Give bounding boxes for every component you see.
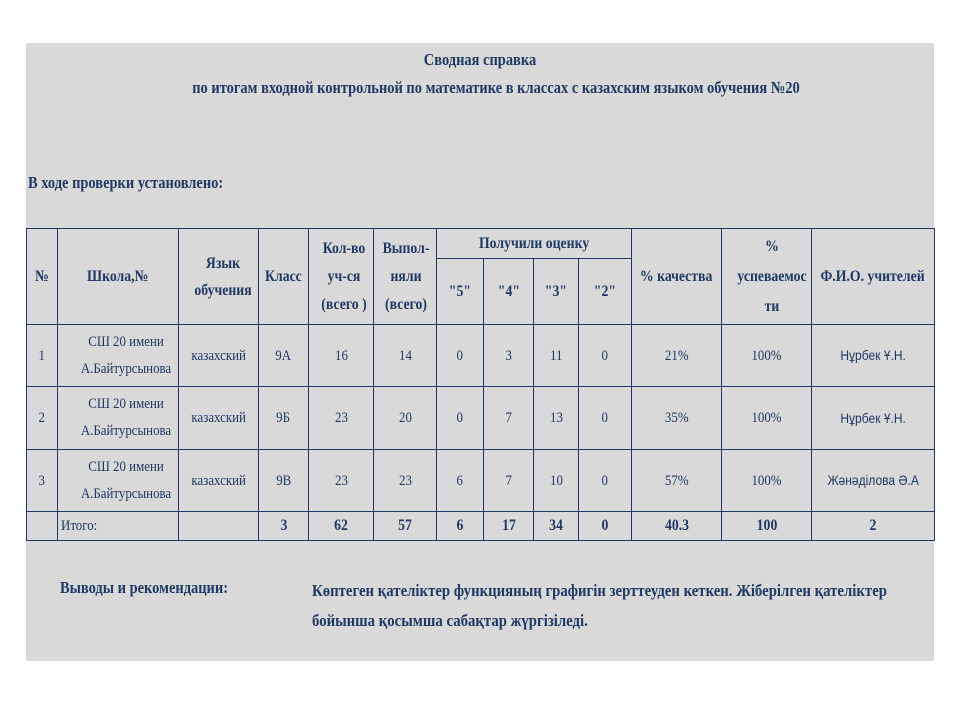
cell-teacher: Нұрбек Ұ.Н. (812, 325, 935, 387)
cell-g5: 6 (437, 450, 484, 512)
header-count: Кол-во уч-ся (всего ) (309, 229, 374, 325)
cell-teacher: Нұрбек Ұ.Н. (812, 387, 935, 450)
header-completed: Выпол-няли (всего) (374, 229, 437, 325)
results-table (26, 228, 935, 541)
cell-num: 1 (27, 325, 58, 387)
cell-g4: 7 (484, 387, 534, 450)
cell-num: 2 (27, 387, 58, 450)
cell-g4: 7 (484, 450, 534, 512)
cell-language: казахский (179, 325, 259, 387)
cell-g2: 0 (579, 387, 632, 450)
cell-g5: 0 (437, 387, 484, 450)
cell-completed: 20 (374, 387, 437, 450)
header-grade-2: "2" (579, 259, 632, 325)
cell-class: 9А (259, 325, 309, 387)
total-g4: 17 (484, 512, 534, 541)
cell-g5: 0 (437, 325, 484, 387)
cell-g2: 0 (579, 325, 632, 387)
cell-count: 23 (309, 450, 374, 512)
intro-text: В ходе проверки установлено: (28, 173, 224, 192)
header-grade-3: "3" (534, 259, 579, 325)
cell-language: казахский (179, 450, 259, 512)
cell-class: 9В (259, 450, 309, 512)
header-teachers: Ф.И.О. учителей (812, 229, 935, 325)
cell-num: 3 (27, 450, 58, 512)
total-class: 3 (259, 512, 309, 541)
header-grades-group: Получили оценку (437, 229, 632, 259)
cell-success: 100% (722, 387, 812, 450)
cell-completed: 23 (374, 450, 437, 512)
header-class: Класс (259, 229, 309, 325)
cell-language (179, 512, 259, 541)
total-g5: 6 (437, 512, 484, 541)
total-row (27, 512, 935, 541)
cell-success: 100% (722, 325, 812, 387)
header-school: Школа,№ (58, 229, 179, 325)
cell-school: СШ 20 имени А.Байтурсынова (58, 325, 179, 387)
cell-teacher: Жәнәділова Ә.А (812, 450, 935, 512)
table-row (27, 450, 935, 512)
cell-quality: 21% (632, 325, 722, 387)
header-quality: % качества (632, 229, 722, 325)
cell-language: казахский (179, 387, 259, 450)
cell-school: СШ 20 имени А.Байтурсынова (58, 450, 179, 512)
cell-g4: 3 (484, 325, 534, 387)
cell-completed: 14 (374, 325, 437, 387)
cell-g2: 0 (579, 450, 632, 512)
header-num: № (27, 229, 58, 325)
cell-success: 100% (722, 450, 812, 512)
cell-g3: 10 (534, 450, 579, 512)
cell-school: СШ 20 имени А.Байтурсынова (58, 387, 179, 450)
header-success: % успеваемос ти (722, 229, 812, 325)
cell-num (27, 512, 58, 541)
report-sheet (26, 43, 934, 661)
total-teacher: 2 (812, 512, 935, 541)
cell-g3: 11 (534, 325, 579, 387)
total-quality: 40.3 (632, 512, 722, 541)
total-label: Итого: (58, 512, 179, 541)
cell-class: 9Б (259, 387, 309, 450)
total-g2: 0 (579, 512, 632, 541)
header-grade-5: "5" (437, 259, 484, 325)
total-success: 100 (722, 512, 812, 541)
table-row (27, 387, 935, 450)
cell-count: 23 (309, 387, 374, 450)
cell-quality: 35% (632, 387, 722, 450)
cell-quality: 57% (632, 450, 722, 512)
conclusions-text: Көптеген қателіктер функцияның графигін зерттеуден кеткен. Жіберілген қателіктер бойынша қосымша сабақтар жүргізіледі. (312, 581, 887, 630)
total-g3: 34 (534, 512, 579, 541)
cell-count: 16 (309, 325, 374, 387)
total-completed: 57 (374, 512, 437, 541)
header-language: Язык обучения (179, 229, 259, 325)
cell-g3: 13 (534, 387, 579, 450)
header-grade-4: "4" (484, 259, 534, 325)
page-title: Сводная справка (423, 50, 537, 69)
total-count: 62 (309, 512, 374, 541)
conclusions-label: Выводы и рекомендации: (60, 578, 229, 597)
page-subtitle: по итогам входной контрольной по математике в классах с казахским языком обучения №20 (192, 78, 800, 97)
table-row (27, 325, 935, 387)
